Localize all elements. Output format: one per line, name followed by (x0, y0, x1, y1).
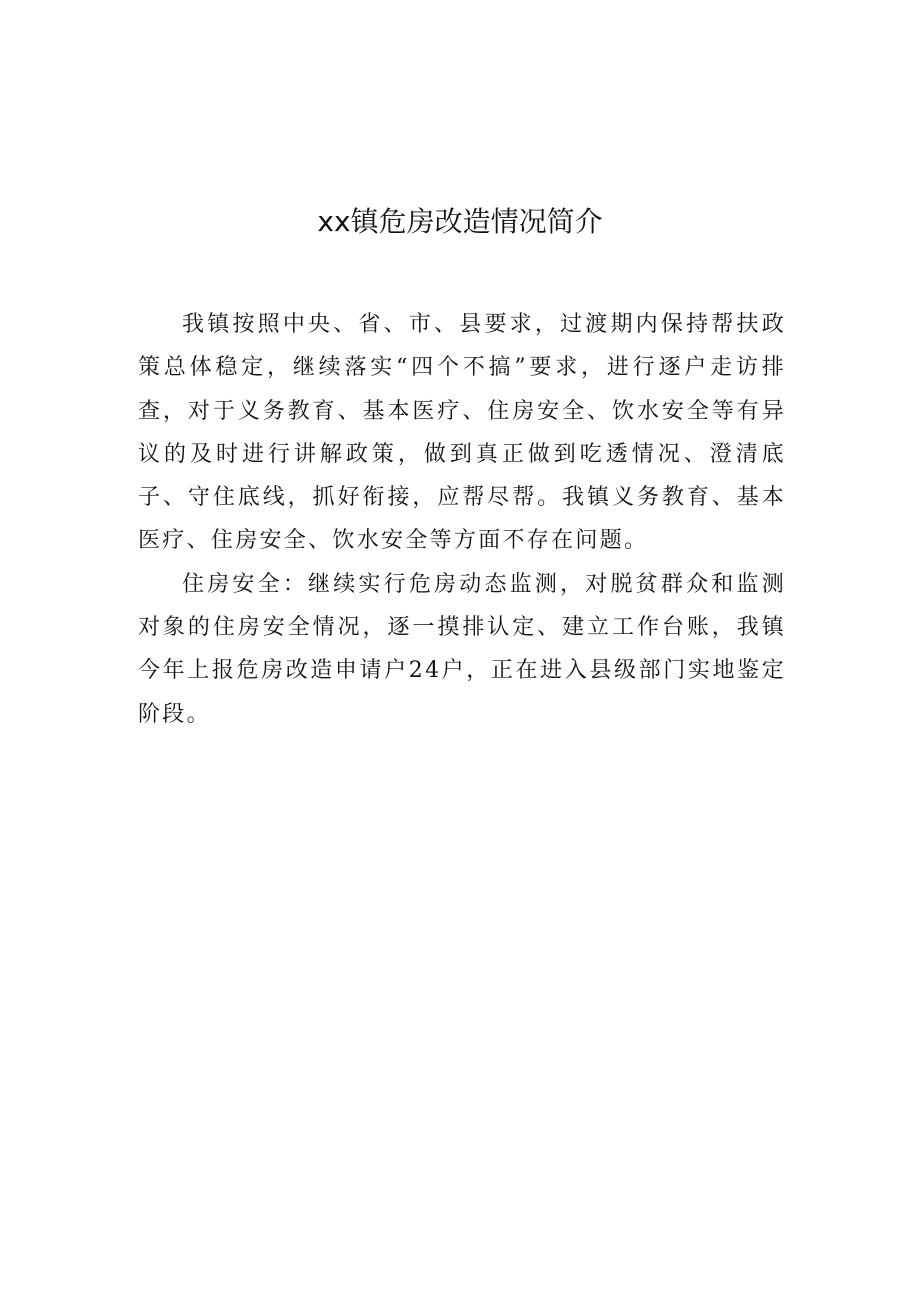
document-title: xx镇危房改造情况简介 (317, 205, 603, 238)
document-body (138, 303, 786, 736)
paragraph-overview: 我镇按照中央、省、市、县要求，过渡期内保持帮扶政策总体稳定，继续落实“四个不搞”要求，进行逐户走访排查，对于义务教育、基本医疗、住房安全、饮水安全等有异议的及时进行讲解政策，做到真正做到吃透情况、澄清底子、守住底线，抓好衔接，应帮尽帮。我镇义务教育、基本医疗、住房安全、饮水安全等方面不存在问题。 (138, 312, 786, 554)
paragraph-housing-safety: 住房安全：继续实行危房动态监测，对脱贫群众和监测对象的住房安全情况，逐一摸排认定、建立工作台账，我镇今年上报危房改造申请户24户，正在进入县级部门实地鉴定阶段。 (138, 571, 786, 727)
